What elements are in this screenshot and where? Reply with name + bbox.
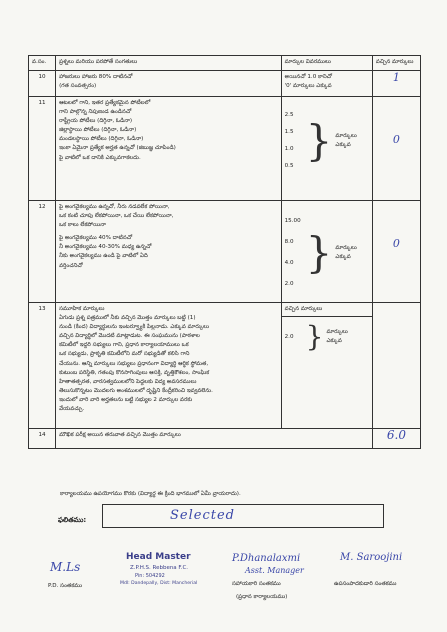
row-marks bbox=[281, 201, 372, 303]
pd-signature-label: P.D. సంతకము bbox=[48, 583, 83, 589]
marks-values bbox=[285, 217, 303, 289]
marks-table bbox=[28, 55, 421, 449]
row-line: కుటుంబ పరిస్థితి, గతంపు కొనసాగింపులు ఆసక్తి, వృత్తికౌశలం, సాంఘిక bbox=[59, 369, 210, 376]
row-desc bbox=[56, 201, 282, 303]
mark-value: 8.0 bbox=[284, 238, 294, 245]
row-line: ఆటలలో గాని, ఇతర ప్రత్యేకమైన పోటీలలో bbox=[59, 100, 151, 106]
row-number: 12 bbox=[29, 201, 56, 303]
table-row bbox=[29, 303, 421, 429]
marks-brace-group bbox=[285, 217, 369, 289]
office-use-note: కార్యాలయము ఉపయోగము కొరకు (విద్యార్థ ఈ క్రింది భాగములో ఏమీ వ్రాయరాదు). bbox=[60, 491, 241, 497]
row-got bbox=[372, 71, 420, 97]
mark-value: 2.5 bbox=[284, 112, 294, 118]
hm-stamp-title: Head Master bbox=[126, 552, 191, 562]
marks-label-line: మార్కులు bbox=[326, 329, 348, 335]
marks-label bbox=[326, 328, 347, 346]
handwritten-score: 1 bbox=[392, 71, 400, 84]
table-row bbox=[29, 429, 421, 449]
table-row bbox=[29, 71, 421, 97]
row-line: వేయవచ్చు. bbox=[59, 406, 85, 413]
mark-value: 15.00 bbox=[284, 218, 301, 224]
asst-signature: P.Dhanalaxmi bbox=[232, 553, 301, 564]
marks-subheader: వచ్చిన మార్కులు bbox=[282, 303, 372, 317]
row-line: మండలస్థాయి పోటీలు (దిగ్గినా, ఓడినా) bbox=[59, 136, 144, 143]
header-desc: ప్రశ్నలు మరియు పరపోతే సంగతులు bbox=[56, 56, 282, 71]
row-desc bbox=[56, 97, 282, 201]
row-line: కమిటీలో ఇద్దరి సభ్యులు గాని, ప్రధాన కార్యాలయాములు ఒక bbox=[59, 342, 189, 349]
marks-label-line: ఎక్కువ bbox=[335, 142, 351, 148]
mark-value: 2.0 bbox=[284, 280, 294, 287]
row-desc bbox=[56, 71, 282, 97]
handwritten-score: 0 bbox=[392, 237, 400, 250]
mark-value: 0.5 bbox=[284, 162, 294, 169]
marks-label bbox=[335, 244, 356, 262]
row-number: 13 bbox=[29, 303, 56, 429]
mark-value: 4.0 bbox=[284, 259, 294, 266]
row-line: హాజరులు హాజరు 80% దాటినచో bbox=[59, 74, 133, 80]
marks-label-line: మార్కులు bbox=[335, 132, 357, 139]
asst-signature-label: సహాయకారి సంతకము bbox=[232, 581, 281, 587]
row-line: తెలుసుకొన్నటం మొదలగు అంశములలో దృష్టిని కేంద్రీకరించి ఇవ్వవలెను. bbox=[59, 387, 213, 394]
principal-office-label: (ప్రధాన కార్యాలయము) bbox=[236, 594, 288, 600]
row-marks bbox=[281, 71, 372, 97]
curly-brace-icon: } bbox=[305, 116, 333, 165]
hm-stamp-line: Pin: 504292 bbox=[135, 573, 165, 579]
row-got bbox=[372, 97, 420, 201]
row-line: రాష్ట్రీయ పోటీలు (దిగ్గినా, ఓడినా) bbox=[59, 118, 133, 125]
row-line: ఒక కంటి చూపు లేకపోయినా, ఒక చేయి లేకపోయినా, bbox=[59, 213, 174, 220]
result-field bbox=[102, 504, 384, 528]
row-line: వర్తించనిచో bbox=[59, 262, 83, 269]
marks-brace-group bbox=[284, 320, 369, 354]
row-line: చేయును. ఆన్ని మార్కులు సభ్యులు ప్రధానంగా విద్యార్థి ఆర్థిక స్థోమత, bbox=[59, 360, 209, 367]
vice-signature: M. Saroojini bbox=[340, 552, 403, 563]
row-line: ఇంకా ఏమైనా ప్రత్యేక అర్హత ఉన్నచో (జిబుజ్ఞ చూపిండి) bbox=[59, 145, 176, 152]
handwritten-score: 6.0 bbox=[386, 428, 406, 442]
marks-label-line: ఎక్కువ bbox=[326, 338, 342, 345]
row-line: ఒక కాలు లేకపోయినా bbox=[59, 222, 106, 229]
marks-label-line: మార్కులు bbox=[335, 244, 357, 251]
row-marks-line: '0' మార్కులు ఎక్కువ bbox=[284, 83, 332, 90]
row-marks bbox=[281, 303, 372, 429]
curly-brace-icon: } bbox=[305, 228, 333, 277]
row-line: ఒక సభ్యుడు, ప్రాకృతి కమిటీలోని మరో సభ్యుడితో కలిసి గాని bbox=[59, 351, 190, 358]
vice-signature-label: ఉపసంపాదకుడారి సంతకము bbox=[334, 581, 397, 587]
row-number: 10 bbox=[29, 71, 56, 97]
row-desc: మౌఖిక పరీక్ష అయిన తరువాత వచ్చిన మొత్తం మార్కులు bbox=[56, 429, 373, 449]
row-got bbox=[372, 201, 420, 303]
result-label: ఫలితము: bbox=[58, 516, 87, 524]
row-line: నీకు అంగవైకల్యము ఉండి పై వాటిలో ఏది bbox=[59, 253, 148, 260]
marks-brace-group bbox=[285, 111, 369, 171]
row-marks-line: అయినచో 1.0 కానిచో bbox=[284, 74, 333, 80]
row-line: ఏగుడు ప్రశ్న పత్రములో నీకు వచ్చిన మొత్తం మార్కులు బట్టి (1) bbox=[59, 315, 196, 322]
row-line: హితాతత్పరత, వారసత్వములలోని పెద్దలకు విద్య అవసరములు bbox=[59, 378, 197, 385]
hm-stamp-line: Mdl: Dandepally, Dist: Mancherial bbox=[120, 581, 198, 586]
result-value: Selected bbox=[170, 508, 235, 523]
row-line: పై అంగవైకల్యము 40% దాటినచో bbox=[59, 235, 133, 242]
handwritten-score: 0 bbox=[392, 133, 400, 146]
asst-role: Asst. Manager bbox=[245, 566, 304, 575]
row-line: పై వాటిలో ఒక దానికి ఎక్కువగాకలదు. bbox=[59, 154, 141, 161]
header-got: వచ్చిన మార్కులు bbox=[372, 56, 420, 71]
row-line: గాని పాల్గొన్న నిపుణుడ ఉండినచో bbox=[59, 109, 132, 116]
row-line: వచ్చిన విద్యార్థిలో మొదటి మాట్లాడుట. ఈ సంఘమును (పాఠశాల bbox=[59, 333, 200, 340]
row-desc bbox=[56, 303, 282, 429]
table-row bbox=[29, 97, 421, 201]
pd-signature: M.Ls bbox=[50, 560, 81, 574]
hm-stamp-line: Z.P.H.S. Rebbena F.C. bbox=[130, 565, 189, 571]
marks-label-line: ఎక్కువ bbox=[335, 254, 351, 260]
row-line: (గత సంవత్సరం) bbox=[59, 83, 97, 90]
mark-value: 2.0 bbox=[284, 333, 294, 340]
row-line: ఇందులో వారి వారి అర్హతలను బట్టి సభ్యుల 2 మార్కుల వరకు bbox=[59, 396, 193, 403]
row-line: జిల్లాస్థాయి పోటీలు (దిగ్గినా, ఓడినా) bbox=[59, 127, 137, 134]
row-got bbox=[372, 303, 420, 429]
row-line: నీ అంగవైకల్యము 40-30% మధ్య ఉన్నచో bbox=[59, 244, 152, 251]
table-row bbox=[29, 201, 421, 303]
row-line: సమూహిక మార్కులు bbox=[59, 306, 105, 312]
row-line: నుండి (కింద) విద్యార్థులను ఇంటర్వ్యూకి పిల్లనాడు. ఎక్కువ మార్కులు bbox=[59, 324, 210, 331]
mark-value: 1.5 bbox=[284, 128, 294, 135]
marks-values bbox=[285, 111, 303, 171]
row-got bbox=[372, 429, 420, 449]
row-number: 11 bbox=[29, 97, 56, 201]
marks-label bbox=[335, 132, 356, 150]
mark-value: 1.0 bbox=[284, 145, 294, 152]
curly-brace-icon: } bbox=[305, 320, 324, 354]
row-marks bbox=[281, 97, 372, 201]
row-number: 14 bbox=[29, 429, 56, 449]
header-no: వ.సం. bbox=[29, 56, 56, 71]
table-header-row bbox=[29, 56, 421, 71]
header-marks: మార్కుల వివరములు bbox=[281, 56, 372, 71]
row-line: పై అంగవైకల్యము ఉన్నచో, నీరు నడవలేక పోయినా, bbox=[59, 204, 170, 210]
